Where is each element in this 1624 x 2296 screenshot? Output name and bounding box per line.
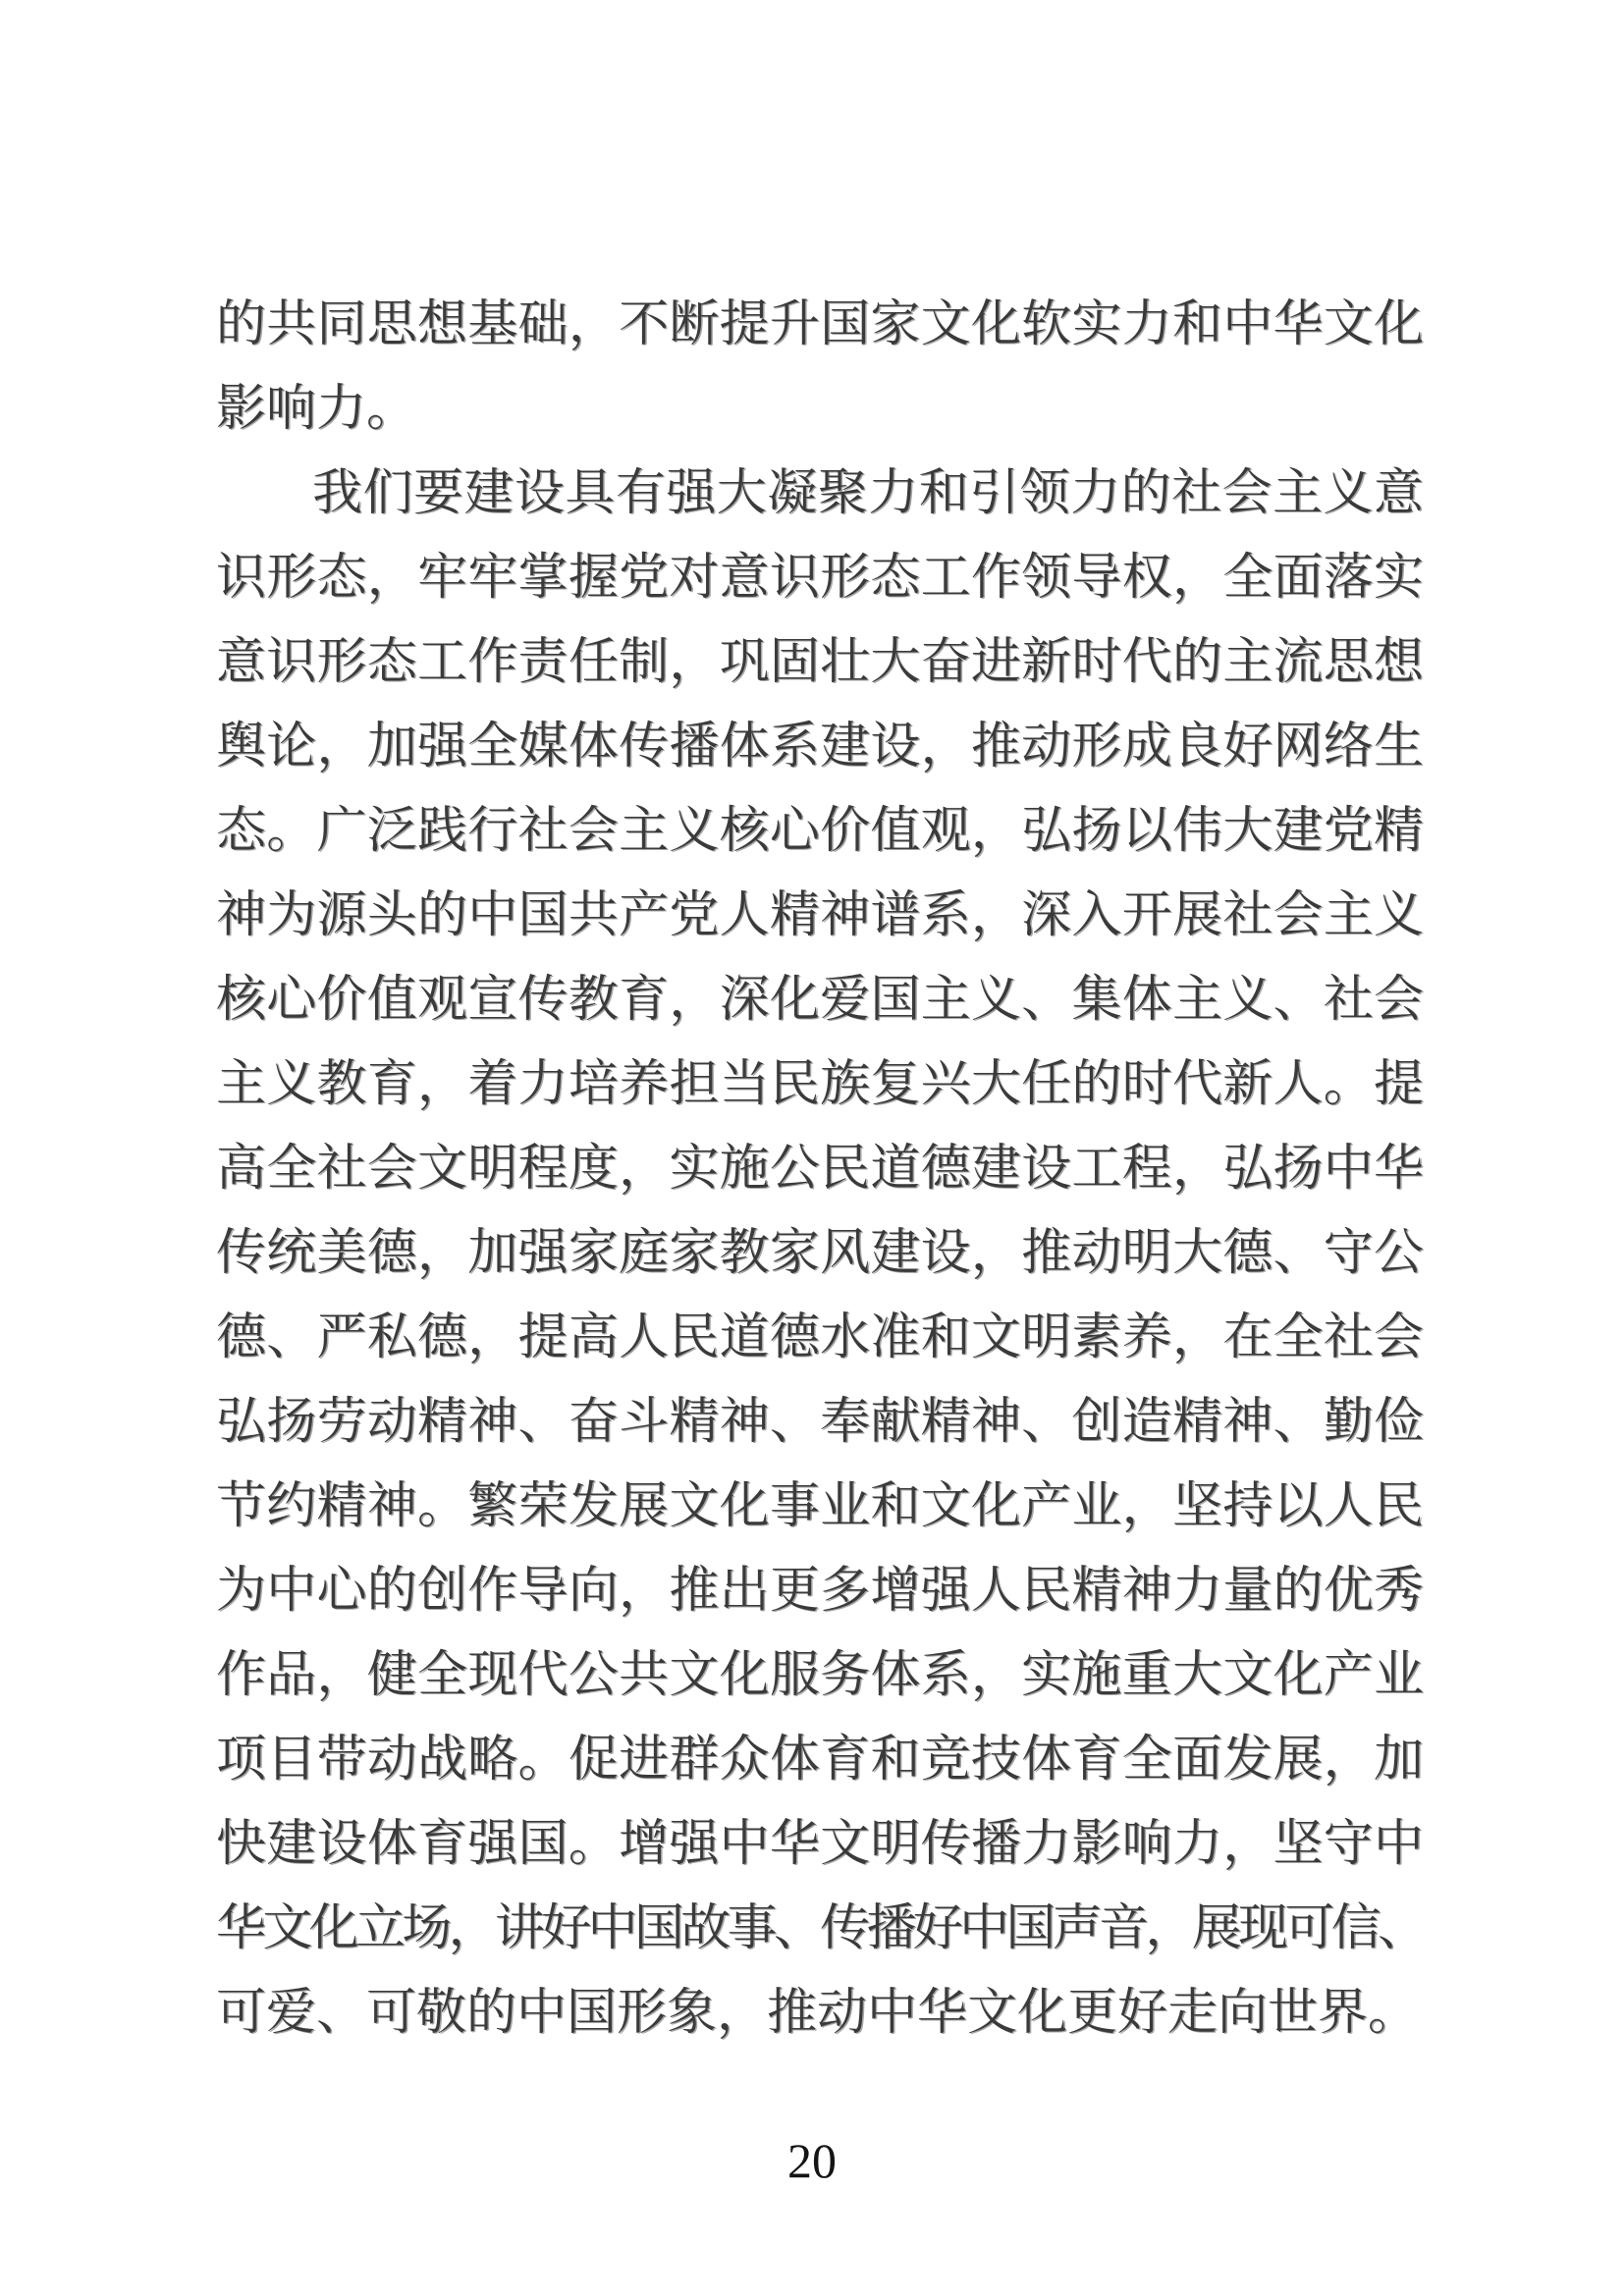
text-line: 我们要建设具有强大凝聚力和引领力的社会主义意	[312, 466, 1424, 521]
text-line: 核心价值观宣传教育，深化爱国主义、集体主义、社会	[216, 973, 1424, 1028]
text-line: 传统美德，加强家庭家教家风建设，推动明大德、守公	[216, 1226, 1424, 1281]
text-line: 节约精神。繁荣发展文化事业和文化产业，坚持以人民	[216, 1479, 1424, 1534]
text-line: 可爱、可敬的中国形象，推动中华文化更好走向世界。	[216, 1986, 1419, 2041]
text-line: 舆论，加强全媒体传播体系建设，推动形成良好网络生	[216, 720, 1424, 774]
text-line: 识形态，牢牢掌握党对意识形态工作领导权，全面落实	[216, 551, 1424, 606]
text-line: 态。广泛践行社会主义核心价值观，弘扬以伟大建党精	[216, 804, 1424, 859]
body-text	[216, 283, 1424, 2056]
text-line: 华文化立场，讲好中国故事、传播好中国声音，展现可信、	[216, 1901, 1424, 1956]
text-line: 影响力。	[216, 382, 417, 437]
page-number: 20	[787, 2133, 837, 2188]
text-line: 主义教育，着力培养担当民族复兴大任的时代新人。提	[216, 1057, 1424, 1112]
text-line: 高全社会文明程度，实施公民道德建设工程，弘扬中华	[216, 1142, 1424, 1197]
text-line: 作品，健全现代公共文化服务体系，实施重大文化产业	[216, 1648, 1424, 1703]
text-line: 意识形态工作责任制，巩固壮大奋进新时代的主流思想	[216, 635, 1424, 690]
text-line: 为中心的创作导向，推出更多增强人民精神力量的优秀	[216, 1564, 1424, 1619]
text-line: 项目带动战略。促进群众体育和竞技体育全面发展，加	[216, 1733, 1424, 1788]
text-line: 弘扬劳动精神、奋斗精神、奉献精神、创造精神、勤俭	[216, 1395, 1424, 1450]
text-line: 神为源头的中国共产党人精神谱系，深入开展社会主义	[216, 888, 1424, 943]
text-line: 的共同思想基础，不断提升国家文化软实力和中华文化	[216, 297, 1424, 352]
text-line: 德、严私德，提高人民道德水准和文明素养，在全社会	[216, 1310, 1424, 1365]
text-line: 快建设体育强国。增强中华文明传播力影响力，坚守中	[216, 1817, 1424, 1872]
